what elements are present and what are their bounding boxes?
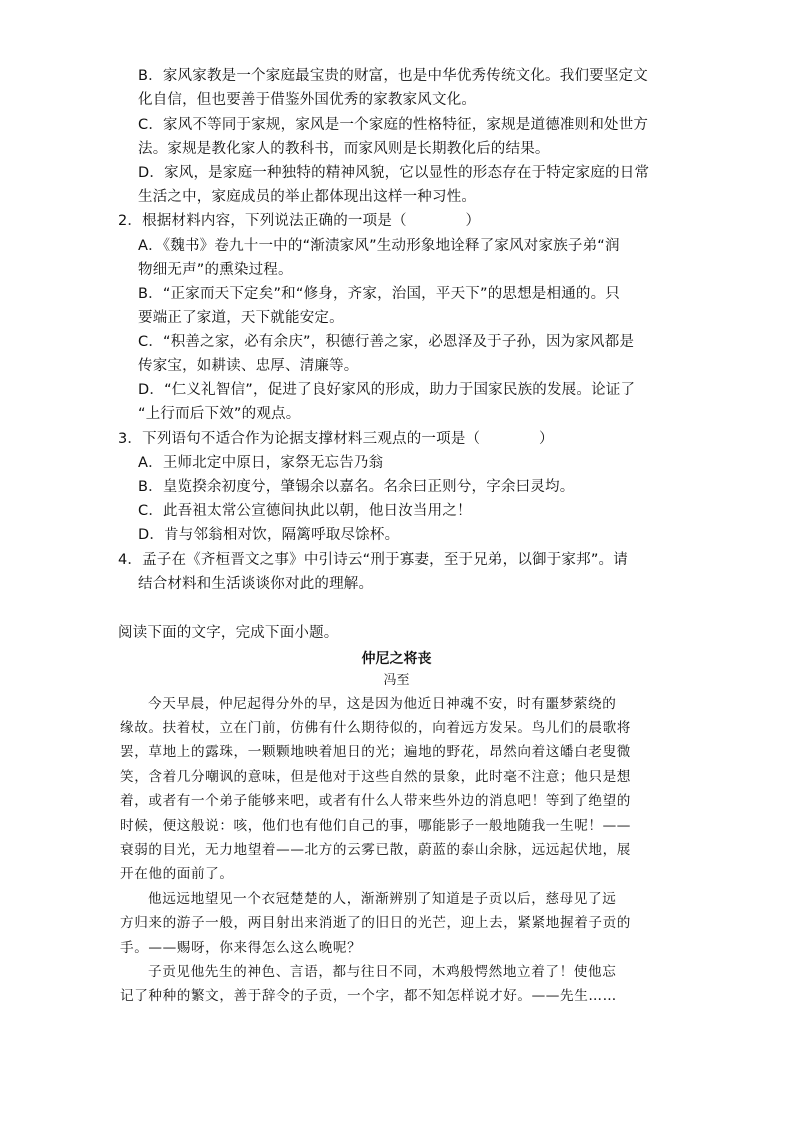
story-p1-line-8: 开在他的面前了。	[120, 866, 234, 882]
story-p2-line-1: 他远远地望见一个衣冠楚楚的人，渐渐辨别了知道是子贡以后，慈母见了远	[148, 891, 617, 907]
q1-option-d-line-1: D．家风，是家庭一种独特的精神风貌，它以显性的形态存在于特定家庭的日常	[138, 165, 650, 181]
q1-option-b-line-2: 化自信，但也要善于借鉴外国优秀的家教家风文化。	[138, 92, 477, 108]
story-p3-line-1: 子贡见他先生的神色、言语，都与往日不同，木鸡般愕然地立着了！使他忘	[148, 964, 617, 980]
q2-option-d-line-1: D．“仁义礼智信”，促进了良好家风的形成，助力于国家民族的发展。论证了	[138, 382, 636, 398]
story-p3-line-2: 记了种种的繁文，善于辞令的子贡，一个字，都不知怎样说才好。——先生……	[120, 988, 617, 1004]
story-p1-line-6: 时候，便这般说：咳，他们也有他们自己的事，哪能影子一般地随我一生呢！——	[120, 818, 631, 834]
story-p1-line-2: 缘故。扶着杖，立在门前，仿佛有什么期待似的，向着远方发呆。鸟儿们的晨歌将	[120, 720, 631, 736]
q4-line-2: 结合材料和生活谈谈你对此的理解。	[138, 576, 374, 592]
story-p1-line-3: 罢，草地上的露珠，一颗颗地映着旭日的光；遍地的野花，昂然向着这皤白老叟微	[120, 744, 631, 760]
q2-option-c-line-1: C．“积善之家，必有余庆”，积德行善之家，必恩泽及于子孙，因为家风都是	[138, 334, 635, 350]
story-p1-line-1: 今天早晨，仲尼起得分外的早，这是因为他近日神魂不安，时有噩梦萦绕的	[148, 696, 617, 712]
q3-option-c: C．此吾祖太常公宣德间执此以朝，他日汝当用之！	[138, 503, 472, 519]
story-p1-line-5: 着，或者有一个弟子能够来吧，或者有什么人带来些外边的消息吧！等到了绝望的	[120, 793, 631, 809]
reading-instruction: 阅读下面的文字，完成下面小题。	[118, 625, 339, 641]
q2-option-c-line-2: 传家宝，如耕读、忠厚、清廉等。	[138, 358, 359, 374]
q3-option-b: B．皇览揆余初度兮，肇锡余以嘉名。名余曰正则兮，字余曰灵均。	[138, 479, 575, 495]
q2-stem: 2．根据材料内容，下列说法正确的一项是（ ）	[118, 213, 481, 229]
q2-option-b-line-2: 要端正了家道，天下就能安定。	[138, 310, 344, 326]
q2-option-a-line-2: 物细无声”的熏染过程。	[138, 262, 293, 278]
story-title: 仲尼之将丧	[361, 651, 432, 667]
q1-option-d-line-2: 生活之中，家庭成员的举止都体现出这样一种习性。	[138, 189, 477, 205]
q4-line-1: 4．孟子在《齐桓晋文之事》中引诗云“刑于寡妻，至于兄弟，以御于家邦”。请	[118, 552, 628, 568]
q3-option-d: D．肯与邻翁相对饮，隔篱呼取尽馀杯。	[138, 527, 400, 543]
q1-option-c-line-1: C．家风不等同于家规，家风是一个家庭的性格特征，家规是道德准则和处世方	[138, 117, 649, 133]
q3-option-a: A．王师北定中原日，家祭无忘告乃翁	[138, 455, 384, 471]
story-p2-line-3: 手。——赐呀，你来得怎么这么晚呢？	[120, 940, 362, 956]
story-p1-line-4: 笑，含着几分嘲讽的意味，但是他对于这些自然的景象，此时毫不注意；他只是想	[120, 769, 631, 785]
story-author: 冯至	[383, 673, 410, 688]
story-p1-line-7: 衰弱的目光，无力地望着——北方的云雾已散，蔚蓝的泰山余脉，远远起伏地，展	[120, 842, 631, 858]
story-p2-line-2: 方归来的游子一般，两目射出来消逝了的旧日的光芒，迎上去，紧紧地握着子贡的	[120, 915, 631, 931]
q1-option-c-line-2: 法。家规是教化家人的教科书，而家风则是长期教化后的结果。	[138, 141, 550, 157]
q2-option-a-line-1: A．《魏书》卷九十一中的“渐渍家风”生动形象地诠释了家风对家族子弟“润	[138, 238, 620, 254]
q1-option-b-line-1: B．家风家教是一个家庭最宝贵的财富，也是中华优秀传统文化。我们要坚定文	[138, 68, 648, 84]
q3-stem: 3．下列语句不适合作为论据支撑材料三观点的一项是（ ）	[118, 431, 554, 447]
q2-option-b-line-1: B．“正家而天下定矣”和“修身，齐家，治国，平天下”的思想是相通的。只	[138, 286, 620, 302]
q2-option-d-line-2: “上行而后下效”的观点。	[138, 406, 301, 422]
